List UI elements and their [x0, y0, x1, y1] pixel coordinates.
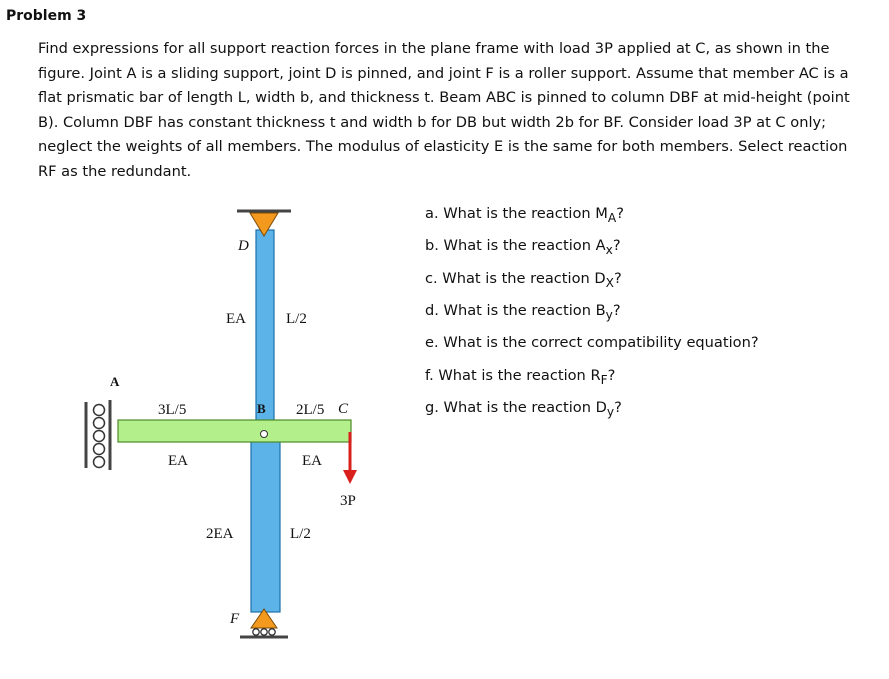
label-c: C	[338, 401, 349, 417]
roller-a-3	[94, 431, 105, 442]
label-stiff-ab: EA	[168, 453, 188, 469]
question-d: d. What is the reaction $B_y$?	[425, 301, 621, 322]
pin-b	[261, 431, 268, 438]
support-f-rollers	[253, 629, 275, 635]
label-load: 3P	[340, 493, 356, 509]
roller-f-3	[269, 629, 275, 635]
beam-abc	[118, 420, 351, 442]
question-c: c. What is the reaction $D_X$?	[425, 269, 622, 290]
label-b: B	[257, 401, 266, 416]
problem-statement: Find expressions for all support reaction forces in the plane frame with load 3P applied at C, as shown in the figure. Joint A is a sliding support, joint D is pinned, and joint F is a roller support. Assume that member AC is a flat prismatic bar of length L, width b, and thickness t. Beam ABC is pinned to column DBF at mid-height (point B). Column DBF has constant thickness t and width b for DB but width 2b for BF. Consider load 3P at C only; neglect the weights of all members. The modulus of elasticity E is the same for both members. Select reaction RF as the redundant.	[38, 40, 850, 180]
label-len-bc: 2L/5	[296, 402, 325, 418]
column-bf	[251, 426, 280, 612]
load-arrow-head	[343, 470, 357, 484]
question-b: b. What is the reaction $A_x$?	[425, 237, 621, 258]
roller-a-2	[94, 418, 105, 429]
question-f: f. What is the reaction $R_F$?	[425, 366, 616, 387]
question-g: g. What is the reaction $D_y$?	[425, 398, 622, 419]
label-d: D	[238, 238, 249, 254]
roller-f-1	[253, 629, 259, 635]
label-stiff-bc: EA	[302, 453, 322, 469]
question-e: e. What is the correct compatibility equation?	[425, 334, 759, 352]
roller-a-4	[94, 444, 105, 455]
question-a: a. What is the reaction $M_A$?	[425, 205, 624, 225]
label-a: A	[110, 374, 120, 389]
label-len-bf: L/2	[290, 526, 311, 542]
roller-f-2	[261, 629, 267, 635]
roller-a-1	[94, 405, 105, 416]
column-db	[256, 230, 274, 426]
label-f: F	[230, 611, 240, 627]
support-a-rollers	[94, 405, 105, 468]
label-len-ab: 3L/5	[158, 402, 187, 418]
problem-title: Problem 3	[6, 8, 87, 24]
roller-a-5	[94, 457, 105, 468]
label-len-db: L/2	[286, 311, 307, 327]
label-stiff-db: EA	[226, 311, 246, 327]
label-stiff-bf: 2EA	[206, 526, 234, 542]
